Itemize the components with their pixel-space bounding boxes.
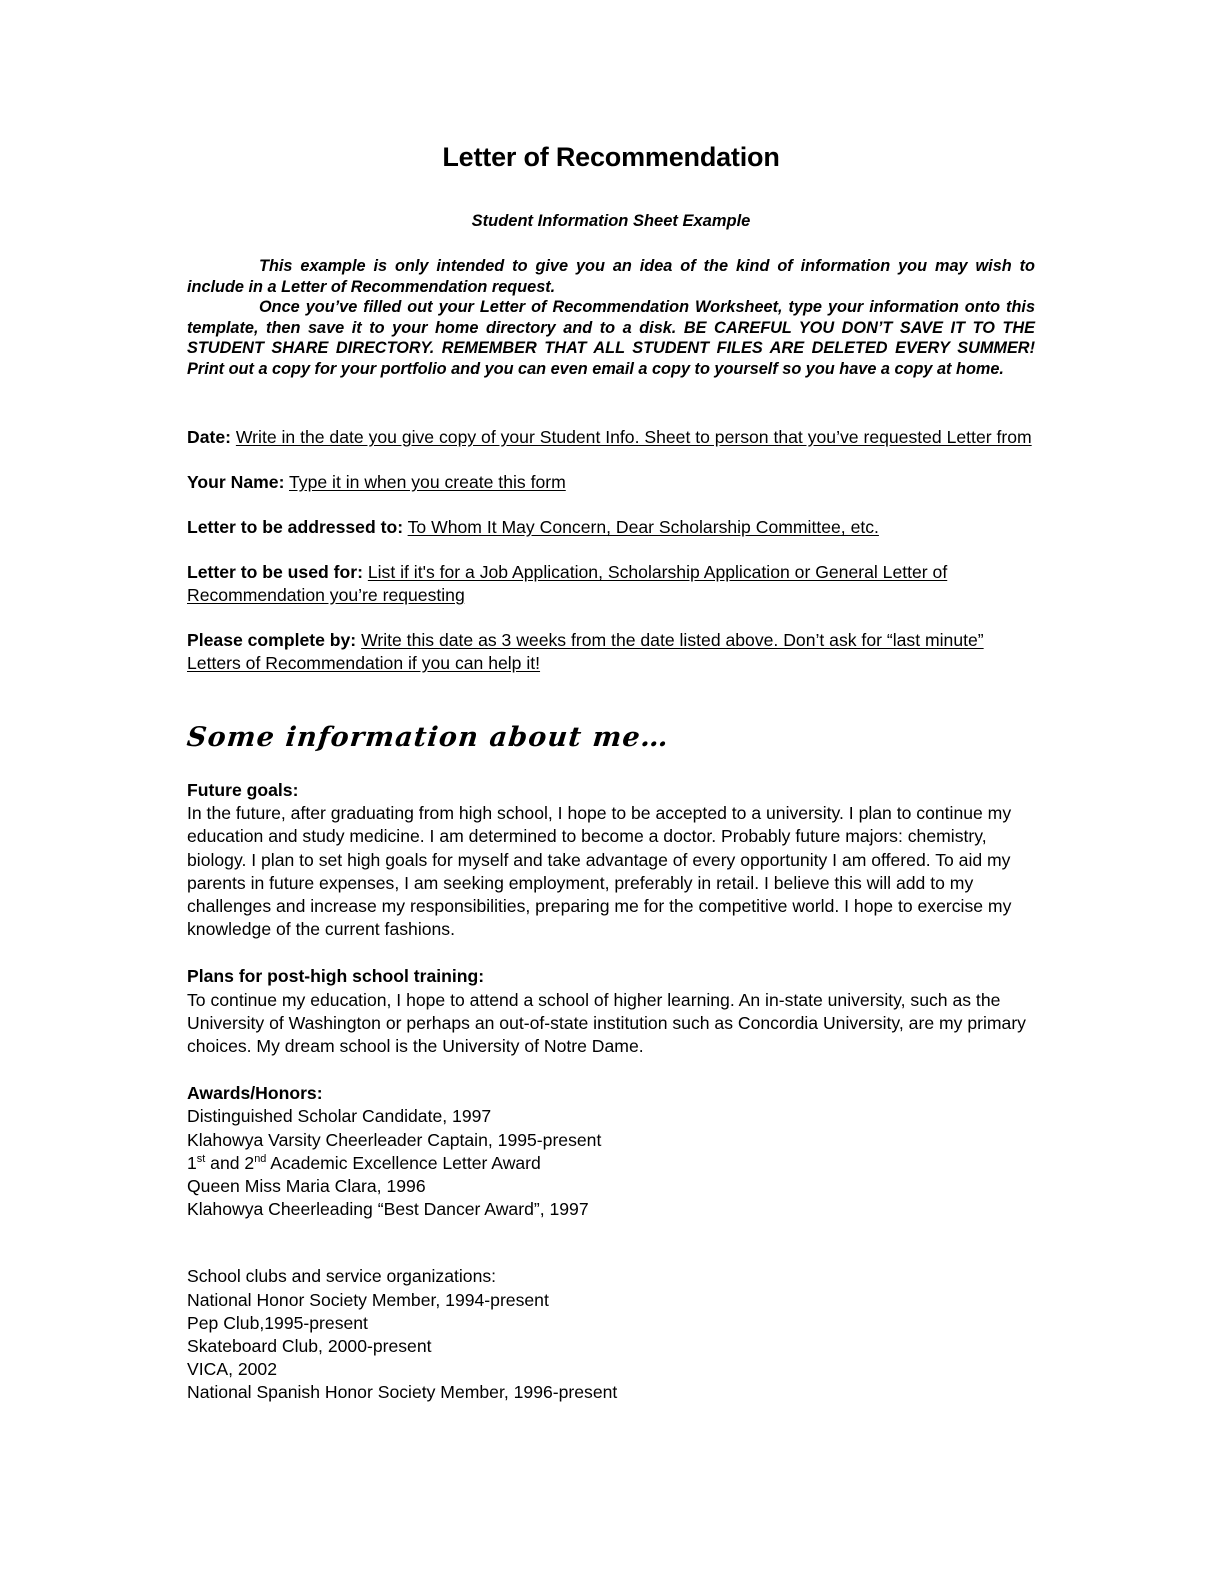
script-section-heading: Some information about me… [185,722,671,753]
list-item: Queen Miss Maria Clara, 1996 [187,1176,426,1197]
list-item: National Spanish Honor Society Member, 1996-present [187,1382,618,1403]
section-future-goals-body: In the future, after graduating from high school, I hope to be accepted to a university. I plan to continue my education and study medicine. I am determined to become a doctor. Probably future majors: chemistry, biology. I plan to set high goals for myself and take advantage of every opportunity I am offered. To aid my parents in future expenses, I am seeking employment, preferably in retail. I believe this will add to my challenges and increase my responsibilities, preparing me for the competitive world. I hope to exercise my knowledge of the current fashions. [187,803,1012,940]
intro-paragraph-2: Once you’ve filled out your Letter of Recommendation Worksheet, type your information onto this template, then save it to your home directory and to a disk. BE CAREFUL YOU DON’T SAVE IT TO THE STUDENT SHARE DIRECTORY. REMEMBER THAT ALL STUDENT FILES ARE DELETED EVERY SUMMER! Print out a copy for your portfolio and you can even email a copy to yourself so you have a copy at home. [187,298,1035,378]
section-post-high-school [187,965,1035,1058]
award-ordinal-tail: Academic Excellence Letter Award [266,1152,541,1173]
award-ordinal-conjunction: and 2 [205,1152,255,1173]
section-clubs-heading: School clubs and service organizations: [187,1266,497,1287]
field-date-label: Date: [187,427,231,447]
field-addressed-to-value[interactable]: To Whom It May Concern, Dear Scholarship Committee, etc. [407,517,879,537]
field-complete-by-label: Please complete by: [187,630,357,650]
field-complete-by [187,629,1035,675]
section-post-high-school-heading: Plans for post-high school training: [187,966,485,987]
field-used-for-label: Letter to be used for: [187,562,363,582]
section-future-goals-heading: Future goals: [187,780,299,800]
section-future-goals [187,779,1035,941]
intro-block [187,256,1035,379]
list-item: VICA, 2002 [187,1359,277,1380]
field-date [187,426,1035,449]
field-date-value[interactable]: Write in the date you give copy of your Student Info. Sheet to person that you’ve requested Letter from [235,427,1032,447]
list-item: Pep Club,1995-present [187,1312,368,1333]
list-item: Distinguished Scholar Candidate, 1997 [187,1106,492,1127]
field-your-name-value[interactable]: Type it in when you create this form [289,472,566,492]
field-addressed-to [187,516,1035,539]
page-title: Letter of Recommendation [442,142,780,172]
form-fields [187,426,1035,675]
section-post-high-school-body: To continue my education, I hope to attend a school of higher learning. An in-state university, such as the University of Washington or perhaps an out-of-state institution such as Concordia University, are my primary choices. My dream school is the University of Notre Dame. [187,989,1026,1057]
field-your-name [187,471,1035,494]
field-complete-by-value[interactable]: Write this date as 3 weeks from the date listed above. Don’t ask for “last minute” Letters of Recommendation if you can help it! [187,630,984,673]
field-used-for-value[interactable]: List if it's for a Job Application, Scholarship Application or General Letter of Recommendation you’re requesting [187,562,948,605]
list-item: Skateboard Club, 2000-present [187,1336,432,1357]
document-content [187,140,1035,1405]
list-item: Klahowya Cheerleading “Best Dancer Award”, 1997 [187,1199,589,1220]
section-awards-heading: Awards/Honors: [187,1083,323,1104]
field-your-name-label: Your Name: [187,472,285,492]
list-item: Klahowya Varsity Cheerleader Captain, 1995-present [187,1129,602,1150]
section-clubs [187,1265,1035,1404]
field-used-for [187,561,1035,607]
list-item-ordinal [187,1152,1035,1175]
award-ordinal-second-suffix: nd [254,1152,267,1165]
field-addressed-to-label: Letter to be addressed to: [187,517,404,537]
intro-paragraph-1: This example is only intended to give you an idea of the kind of information you may wish to include in a Letter of Recommendation request. [187,257,1035,296]
award-ordinal-first: 1 [187,1152,197,1173]
list-item: National Honor Society Member, 1994-present [187,1289,549,1310]
section-awards [187,1082,1035,1221]
award-ordinal-first-suffix: st [196,1152,206,1165]
clubs-list [187,1289,1035,1405]
page-subtitle: Student Information Sheet Example [471,212,751,230]
awards-list [187,1105,1035,1221]
